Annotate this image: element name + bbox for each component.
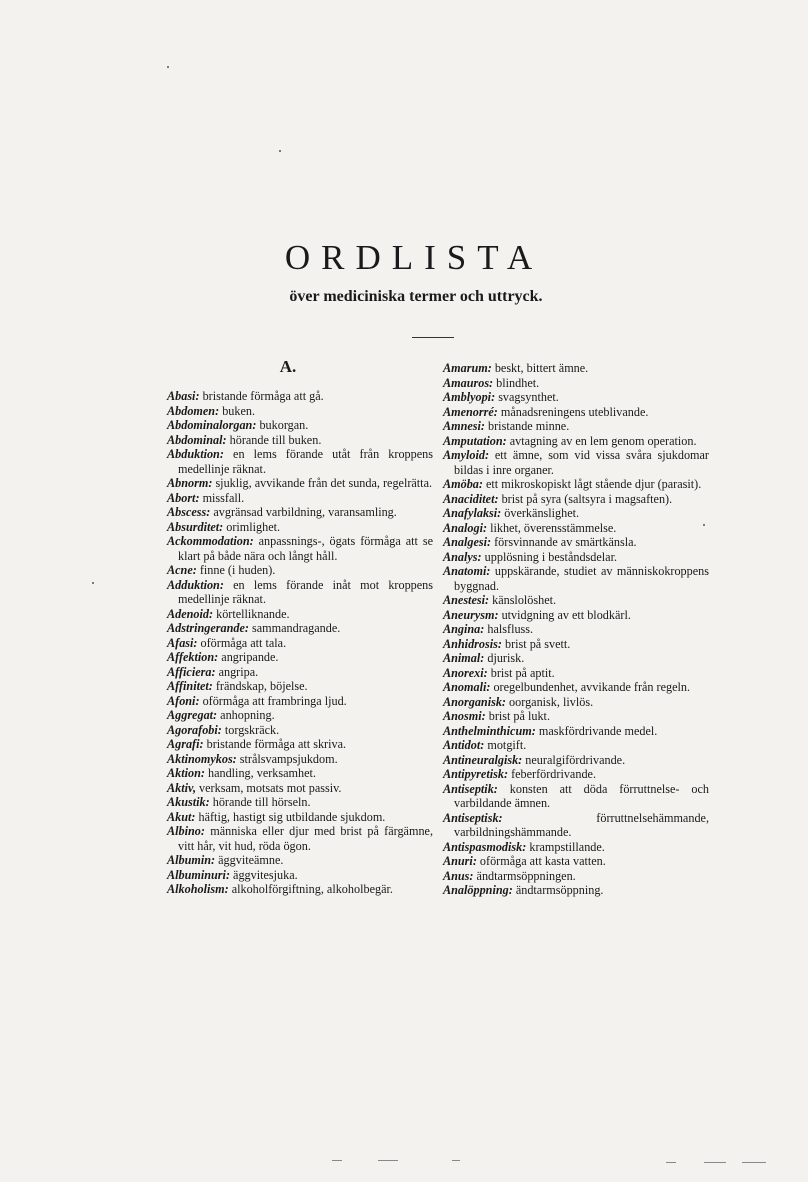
glossary-definition: brist på svett.	[501, 636, 571, 651]
glossary-entry	[167, 476, 433, 491]
glossary-entry	[443, 695, 709, 710]
glossary-entry	[443, 840, 709, 855]
glossary-term: Antispasmodisk:	[443, 839, 527, 854]
glossary-entry	[443, 767, 709, 782]
glossary-entry	[443, 709, 709, 724]
scan-speck	[703, 524, 705, 526]
glossary-entry	[167, 578, 433, 607]
glossary-term: Antineuralgisk:	[443, 752, 523, 767]
glossary-term: Antiseptisk:	[443, 810, 503, 825]
glossary-term: Antiseptik:	[443, 781, 498, 796]
glossary-term: Antidot:	[443, 738, 485, 752]
glossary-definition: verksam, motsats mot passiv.	[196, 780, 342, 795]
glossary-entry	[443, 680, 709, 695]
glossary-definition: förruttnelsehämmande, varbildningshämmande.	[454, 810, 709, 839]
scan-mark	[452, 1160, 460, 1161]
glossary-term: Affektion:	[167, 650, 219, 664]
glossary-entry	[443, 521, 709, 536]
glossary-definition: människa eller djur med brist på färgämne, vitt hår, vit hud, röda ögon.	[178, 824, 433, 853]
glossary-definition: finne (i huden).	[196, 563, 276, 577]
glossary-entry	[443, 637, 709, 652]
section-letter: A.	[279, 357, 297, 376]
glossary-definition: sjuklig, avvikande från det sunda, regelrätta.	[212, 476, 433, 490]
glossary-term: Analöppning:	[443, 883, 513, 897]
glossary-term: Anaciditet:	[443, 491, 499, 506]
glossary-entry	[167, 694, 433, 709]
glossary-term: Anthelminthicum:	[443, 723, 536, 738]
glossary-term: Adenoid:	[167, 606, 214, 621]
glossary-entry	[167, 447, 433, 476]
glossary-entry	[443, 419, 709, 434]
glossary-term: Akustik:	[167, 795, 210, 809]
glossary-definition: blindhet.	[493, 375, 540, 390]
glossary-term: Abscess:	[167, 505, 211, 519]
glossary-entry	[443, 753, 709, 768]
glossary-term: Analgesi:	[443, 535, 492, 549]
glossary-definition: bristande minne.	[484, 419, 570, 433]
glossary-term: Adduktion:	[167, 577, 224, 592]
glossary-entry	[167, 853, 433, 868]
glossary-definition: ett mikroskopiskt lågt stående djur (parasit).	[482, 477, 702, 491]
glossary-term: Aneurysm:	[443, 607, 499, 622]
glossary-term: Anafylaksi:	[443, 506, 502, 520]
glossary-entry	[443, 361, 709, 376]
glossary-definition: angripande.	[218, 650, 279, 664]
glossary-entry	[443, 724, 709, 739]
glossary-entry	[443, 535, 709, 550]
glossary-term: Amputation:	[443, 433, 507, 448]
glossary-definition: äggviteämne.	[215, 853, 284, 867]
glossary-entry	[167, 491, 433, 506]
glossary-definition: orimlighet.	[223, 519, 281, 534]
glossary-term: Abort:	[167, 490, 200, 505]
glossary-term: Amenorré:	[443, 404, 498, 419]
page-subtitle: över mediciniska termer och uttryck.	[289, 288, 543, 305]
glossary-definition: ändtarmsöppningen.	[473, 868, 576, 883]
glossary-entry	[443, 376, 709, 391]
glossary-term: Aktiv,	[167, 780, 196, 795]
glossary-definition: brist på syra (saltsyra i magsaften).	[498, 491, 673, 506]
glossary-entry	[443, 666, 709, 681]
glossary-term: Angina:	[443, 622, 485, 636]
glossary-definition: bristande förmåga att skriva.	[203, 737, 347, 751]
glossary-term: Amöba:	[443, 477, 483, 491]
glossary-entry	[443, 448, 709, 477]
glossary-entry	[443, 405, 709, 420]
glossary-definition: sammandragande.	[248, 621, 341, 635]
glossary-definition: oregelbundenhet, avvikande från regeln.	[490, 680, 691, 694]
glossary-definition: försvinnande av smärtkänsla.	[491, 535, 637, 549]
glossary-definition: oförmåga att tala.	[197, 635, 287, 650]
glossary-entry	[443, 434, 709, 449]
glossary-term: Anhidrosis:	[443, 636, 502, 651]
glossary-term: Anatomi:	[443, 564, 491, 578]
glossary-definition: anpassnings-, ögats förmåga att se klart på både nära och långt håll.	[178, 534, 433, 563]
glossary-term: Akut:	[167, 809, 196, 824]
glossary-term: Amarum:	[443, 361, 492, 375]
page-title: ORDLISTA	[284, 238, 544, 277]
glossary-entry	[443, 550, 709, 565]
glossary-term: Aggregat:	[167, 708, 218, 722]
glossary-entry	[167, 621, 433, 636]
glossary-entry	[443, 738, 709, 753]
glossary-entry	[443, 651, 709, 666]
glossary-definition: angripa.	[215, 664, 259, 679]
glossary-term: Agorafobi:	[167, 722, 222, 737]
glossary-entry	[167, 505, 433, 520]
glossary-entry	[167, 737, 433, 752]
glossary-entry	[167, 766, 433, 781]
glossary-term: Acne:	[167, 563, 197, 577]
glossary-term: Abdomen:	[167, 403, 220, 418]
glossary-term: Anomali:	[443, 680, 491, 694]
glossary-entry	[167, 534, 433, 563]
glossary-term: Abasi:	[167, 389, 200, 403]
glossary-entry	[443, 782, 709, 811]
glossary-term: Anorexi:	[443, 665, 488, 680]
glossary-definition: en lems förande inåt mot kroppens medellinje räknat.	[178, 577, 433, 606]
glossary-definition: avtagning av en lem genom operation.	[506, 433, 697, 448]
glossary-term: Abdominalorgan:	[167, 418, 257, 432]
glossary-term: Amnesi:	[443, 419, 485, 433]
glossary-term: Anosmi:	[443, 709, 486, 723]
glossary-term: Anestesi:	[443, 593, 490, 607]
glossary-definition: överkänslighet.	[501, 506, 580, 520]
right-column	[443, 361, 709, 898]
glossary-entry	[167, 607, 433, 622]
glossary-definition: svagsynthet.	[495, 390, 559, 404]
glossary-definition: avgränsad varbildning, varansamling.	[210, 505, 397, 519]
glossary-entry	[167, 824, 433, 853]
glossary-term: Aktinomykos:	[167, 751, 237, 766]
glossary-entry	[167, 795, 433, 810]
glossary-entry	[167, 520, 433, 535]
glossary-definition: oorganisk, livlös.	[506, 694, 594, 709]
glossary-definition: krampstillande.	[526, 839, 605, 854]
glossary-entry	[167, 665, 433, 680]
glossary-term: Afoni:	[167, 693, 200, 708]
glossary-entry	[443, 492, 709, 507]
scan-mark	[742, 1162, 766, 1163]
glossary-entry	[443, 883, 709, 898]
glossary-entry	[167, 868, 433, 883]
glossary-entry	[167, 781, 433, 796]
glossary-definition: hörande till hörseln.	[209, 795, 311, 809]
glossary-definition: motgift.	[484, 738, 527, 752]
glossary-term: Anorganisk:	[443, 694, 506, 709]
glossary-term: Aktion:	[167, 766, 205, 780]
glossary-definition: bristande förmåga att gå.	[199, 389, 324, 403]
left-column	[167, 389, 433, 897]
glossary-term: Animal:	[443, 651, 485, 665]
glossary-definition: beskt, bittert ämne.	[491, 361, 589, 375]
glossary-term: Afasi:	[167, 635, 198, 650]
glossary-entry	[167, 636, 433, 651]
glossary-entry	[167, 404, 433, 419]
glossary-definition: känslolöshet.	[489, 593, 557, 607]
glossary-entry	[443, 593, 709, 608]
scan-speck	[92, 582, 94, 584]
glossary-term: Abdominal:	[167, 432, 227, 447]
glossary-definition: en lems förande utåt från kroppens medellinje räknat.	[178, 447, 433, 476]
glossary-entry	[443, 564, 709, 593]
glossary-definition: halsfluss.	[484, 622, 534, 636]
scan-mark	[332, 1160, 342, 1161]
glossary-term: Anuri:	[443, 854, 477, 868]
glossary-entry	[167, 433, 433, 448]
glossary-definition: utvidgning av ett blodkärl.	[498, 607, 631, 622]
glossary-term: Agrafi:	[167, 737, 204, 751]
glossary-definition: hörande till buken.	[226, 432, 322, 447]
glossary-definition: strålsvampsjukdom.	[236, 751, 338, 766]
glossary-entry	[167, 679, 433, 694]
glossary-entry	[167, 723, 433, 738]
glossary-term: Anus:	[443, 868, 474, 883]
scan-speck	[279, 150, 281, 152]
glossary-definition: handling, verksamhet.	[204, 766, 316, 780]
glossary-definition: bukorgan.	[256, 418, 309, 432]
glossary-entry	[443, 608, 709, 623]
glossary-definition: upplösning i beståndsdelar.	[481, 549, 618, 564]
glossary-term: Antipyretisk:	[443, 767, 509, 781]
glossary-entry	[167, 708, 433, 723]
scan-mark	[704, 1162, 726, 1163]
glossary-definition: körtelliknande.	[213, 606, 290, 621]
glossary-term: Albumin:	[167, 853, 216, 867]
glossary-definition: ändtarmsöppning.	[512, 883, 604, 897]
glossary-definition: uppskärande, studiet av människokroppens byggnad.	[454, 564, 709, 593]
glossary-entry	[443, 390, 709, 405]
glossary-term: Analys:	[443, 549, 482, 564]
glossary-entry	[443, 869, 709, 884]
glossary-term: Albino:	[167, 824, 205, 838]
title-divider	[412, 337, 454, 338]
scan-mark	[666, 1162, 676, 1163]
glossary-term: Adstringerande:	[167, 621, 249, 635]
glossary-entry	[167, 810, 433, 825]
glossary-term: Albuminuri:	[167, 867, 230, 882]
glossary-entry	[167, 563, 433, 578]
glossary-term: Alkoholism:	[167, 882, 229, 896]
glossary-entry	[443, 854, 709, 869]
glossary-definition: likhet, överensstämmelse.	[487, 520, 617, 535]
glossary-entry	[167, 882, 433, 897]
scan-speck	[167, 66, 169, 68]
glossary-term: Afficiera:	[167, 664, 216, 679]
glossary-entry	[443, 811, 709, 840]
glossary-definition: feberfördrivande.	[508, 767, 596, 781]
glossary-term: Absurditet:	[167, 519, 224, 534]
glossary-definition: oförmåga att frambringa ljud.	[199, 693, 347, 708]
glossary-definition: brist på lukt.	[485, 709, 550, 723]
scan-mark	[378, 1160, 398, 1161]
glossary-term: Abnorm:	[167, 476, 213, 490]
glossary-definition: frändskap, böjelse.	[212, 679, 308, 693]
glossary-definition: alkoholförgiftning, alkoholbegär.	[228, 882, 393, 896]
glossary-definition: djurisk.	[484, 651, 525, 665]
glossary-term: Amblyopi:	[443, 390, 496, 404]
glossary-entry	[167, 389, 433, 404]
glossary-definition: äggvitesjuka.	[230, 867, 298, 882]
glossary-entry	[167, 752, 433, 767]
glossary-term: Amyloid:	[443, 448, 490, 462]
glossary-definition: torgskräck.	[221, 722, 280, 737]
glossary-definition: ett ämne, som vid vissa svåra sjukdomar bildas i inre organer.	[454, 448, 709, 477]
glossary-entry	[443, 477, 709, 492]
glossary-definition: konsten att döda förruttnelse- och varbildande ämnen.	[454, 781, 709, 810]
glossary-term: Amauros:	[443, 375, 494, 390]
glossary-entry	[167, 650, 433, 665]
glossary-definition: buken.	[219, 403, 256, 418]
glossary-entry	[443, 506, 709, 521]
glossary-definition: brist på aptit.	[487, 665, 555, 680]
glossary-definition: månadsreningens uteblivande.	[497, 404, 649, 419]
glossary-definition: anhopning.	[217, 708, 275, 722]
glossary-term: Affinitet:	[167, 679, 213, 693]
glossary-term: Ackommodation:	[167, 534, 254, 548]
glossary-term: Abduktion:	[167, 447, 224, 461]
glossary-definition: missfall.	[199, 490, 245, 505]
glossary-entry	[167, 418, 433, 433]
glossary-term: Analogi:	[443, 520, 488, 535]
glossary-entry	[443, 622, 709, 637]
glossary-definition: häftig, hastigt sig utbildande sjukdom.	[195, 809, 386, 824]
glossary-definition: neuralgifördrivande.	[522, 752, 626, 767]
glossary-definition: oförmåga att kasta vatten.	[476, 854, 606, 868]
glossary-definition: maskfördrivande medel.	[535, 723, 658, 738]
